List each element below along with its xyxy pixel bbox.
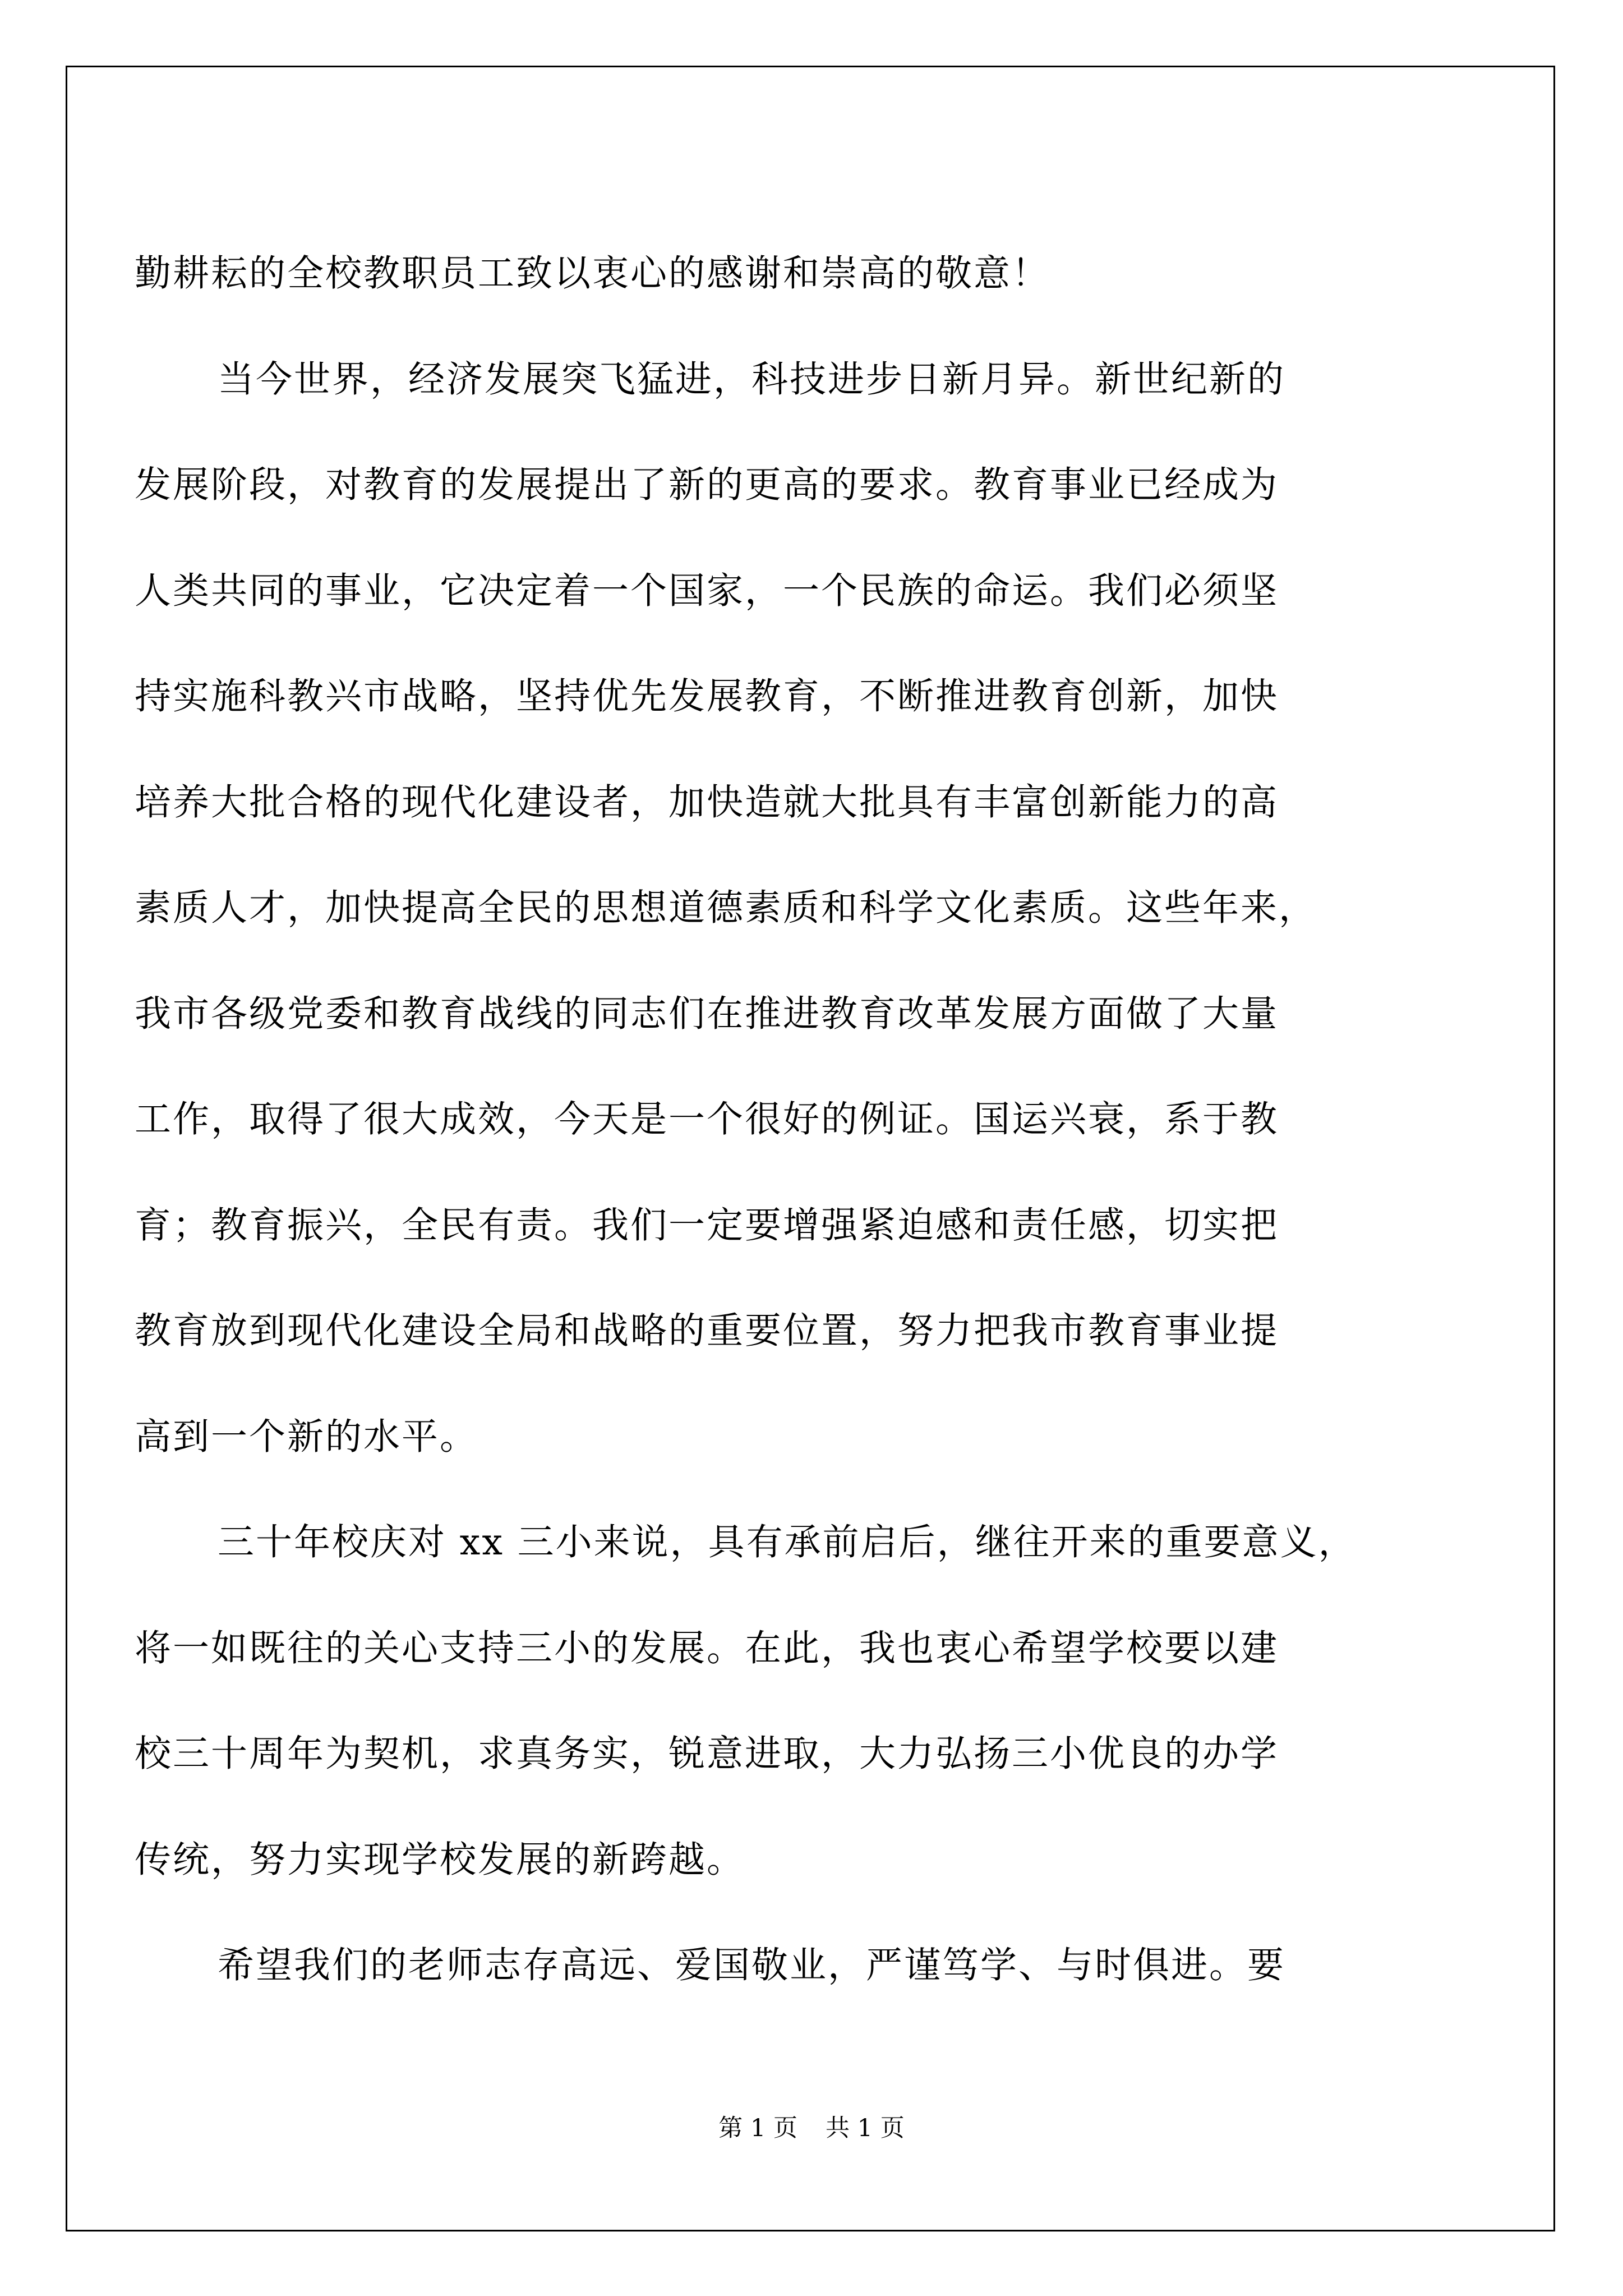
page-footer bbox=[0, 2109, 1623, 2143]
text-line: 将一如既往的关心支持三小的发展。在此，我也衷心希望学校要以建 bbox=[135, 1627, 1279, 1669]
text-line: 发展阶段，对教育的发展提出了新的更高的要求。教育事业已经成为 bbox=[135, 464, 1279, 506]
text-line: 素质人才，加快提高全民的思想道德素质和科学文化素质。这些年来， bbox=[135, 887, 1317, 929]
text-line: 培养大批合格的现代化建设者，加快造就大批具有丰富创新能力的高 bbox=[135, 781, 1279, 823]
paragraph-start-line: 当今世界，经济发展突飞猛进，科技进步日新月异。新世纪新的 bbox=[218, 358, 1286, 401]
text-line: 校三十周年为契机，求真务实，锐意进取，大力弘扬三小优良的办学 bbox=[135, 1733, 1279, 1775]
text-line: 教育放到现代化建设全局和战略的重要位置，努力把我市教育事业提 bbox=[135, 1310, 1279, 1352]
paragraph-start-line: 三十年校庆对 xx 三小来说，具有承前启后，继往开来的重要意义， bbox=[218, 1521, 1357, 1563]
text-line: 高到一个新的水平。 bbox=[135, 1415, 478, 1458]
paragraph-start-line: 希望我们的老师志存高远、爱国敬业，严谨笃学、与时俱进。要 bbox=[218, 1944, 1286, 1986]
text-line: 工作，取得了很大成效，今天是一个很好的例证。国运兴衰，系于教 bbox=[135, 1098, 1279, 1140]
document-body bbox=[135, 221, 1357, 2019]
text-line: 传统，努力实现学校发展的新跨越。 bbox=[135, 1838, 745, 1881]
text-line: 育；教育振兴，全民有责。我们一定要增强紧迫感和责任感，切实把 bbox=[135, 1204, 1279, 1246]
page-total: 共 1 页 bbox=[826, 2114, 905, 2142]
text-line: 持实施科教兴市战略，坚持优先发展教育，不断推进教育创新，加快 bbox=[135, 675, 1279, 717]
text-line: 勤耕耘的全校教职员工致以衷心的感谢和崇高的敬意！ bbox=[135, 252, 1050, 295]
text-line: 人类共同的事业，它决定着一个国家，一个民族的命运。我们必须坚 bbox=[135, 569, 1279, 612]
page-number: 第 1 页 bbox=[718, 2114, 797, 2142]
text-line: 我市各级党委和教育战线的同志们在推进教育改革发展方面做了大量 bbox=[135, 992, 1279, 1035]
